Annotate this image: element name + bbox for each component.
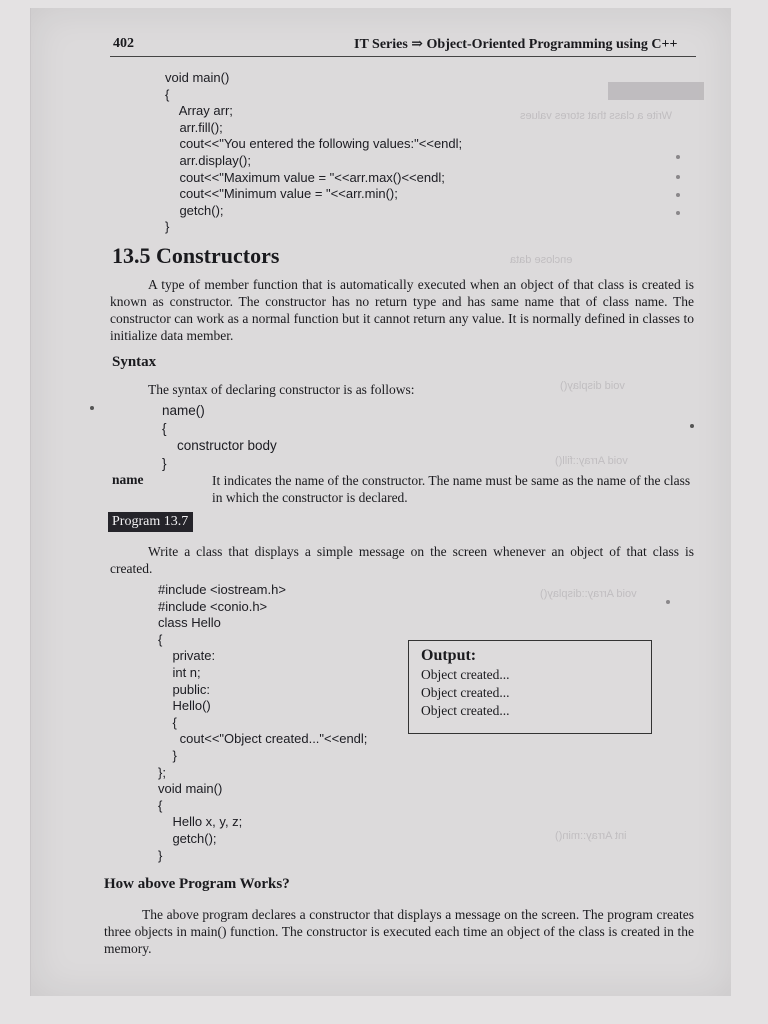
bleed-through-bullet bbox=[676, 193, 680, 197]
code-line: } bbox=[162, 455, 167, 471]
output-title: Output: bbox=[421, 647, 477, 664]
page-number: 402 bbox=[113, 36, 134, 51]
explanation-text: The above program declares a constructor that displays a message on the screen. The program creates three objects in main() function. The constructor is executed each time an object of the class is created in the memory. bbox=[104, 907, 694, 956]
code-line: constructor body bbox=[162, 438, 277, 453]
term-description: It indicates the name of the constructor. The name must be same as the name of the class in which the constructor is declared. bbox=[212, 473, 691, 505]
output-line: Object created... bbox=[421, 685, 510, 700]
code-line: getch(); bbox=[165, 202, 224, 218]
code-line: { bbox=[158, 631, 163, 647]
bleed-through-tag bbox=[608, 82, 704, 100]
page-mark bbox=[90, 406, 94, 410]
code-line: cout<<"Minimum value = "<<arr.min(); bbox=[165, 186, 398, 202]
code-line: Array arr; bbox=[165, 103, 233, 119]
code-line: int n; bbox=[158, 664, 201, 680]
code-line: Hello x, y, z; bbox=[158, 814, 243, 830]
code-line: class Hello bbox=[158, 615, 221, 631]
code-block-main bbox=[165, 70, 462, 236]
running-head: IT Series ⇒ Object-Oriented Programming using C++ bbox=[354, 37, 678, 52]
bleed-through-text: void display() bbox=[560, 380, 625, 392]
code-line: cout<<"Maximum value = "<<arr.max()<<endl; bbox=[165, 169, 445, 185]
output-box bbox=[408, 640, 652, 734]
code-line: { bbox=[158, 797, 163, 813]
code-line: } bbox=[165, 219, 170, 235]
code-line: name() bbox=[162, 403, 205, 418]
header-rule bbox=[110, 56, 696, 57]
code-line: cout<<"You entered the following values:"<<endl; bbox=[165, 136, 463, 152]
code-line: #include <conio.h> bbox=[158, 598, 268, 614]
program-label: Program 13.7 bbox=[108, 512, 193, 532]
section-title: 13.5 Constructors bbox=[112, 243, 280, 268]
code-line: { bbox=[165, 86, 170, 102]
code-line: { bbox=[162, 420, 167, 436]
code-line: }; bbox=[158, 764, 166, 780]
code-block-program bbox=[158, 582, 367, 864]
bleed-through-text: void Array::display() bbox=[540, 588, 637, 600]
code-line: public: bbox=[158, 681, 211, 697]
output-line: Object created... bbox=[421, 667, 510, 682]
code-line: } bbox=[158, 747, 177, 763]
code-line: void main() bbox=[158, 781, 223, 797]
bleed-through-text: void Array::fill() bbox=[555, 455, 628, 467]
bleed-through-bullet bbox=[676, 175, 680, 179]
output-line: Object created... bbox=[421, 703, 510, 718]
code-line: arr.fill(); bbox=[165, 119, 223, 135]
bleed-through-bullet bbox=[666, 600, 670, 604]
code-block-syntax bbox=[162, 402, 277, 472]
syntax-heading: Syntax bbox=[112, 354, 157, 370]
code-line: void main() bbox=[165, 70, 230, 85]
code-line: arr.display(); bbox=[165, 152, 251, 168]
bleed-through-bullet bbox=[676, 211, 680, 215]
program-task: Write a class that displays a simple message on the screen whenever an object of that class is created. bbox=[110, 544, 694, 576]
code-line: } bbox=[158, 847, 163, 863]
code-line: #include <iostream.h> bbox=[158, 582, 286, 597]
term-name: name bbox=[112, 472, 144, 487]
code-line: cout<<"Object created..."<<endl; bbox=[158, 731, 368, 747]
bleed-through-text: enclose data bbox=[510, 254, 573, 266]
code-line: private: bbox=[158, 648, 216, 664]
bleed-through-bullet bbox=[676, 155, 680, 159]
code-line: getch(); bbox=[158, 830, 217, 846]
explanation-heading: How above Program Works? bbox=[104, 876, 290, 892]
code-line: Hello() bbox=[158, 698, 211, 714]
section-intro: A type of member function that is automatically executed when an object of that class is created is known as constructor. The constructor has no return type and has same name that of class name. The constructor can work as a normal function but it cannot return any value. It is normally defined in classes to initialize data member. bbox=[110, 277, 694, 343]
page-mark bbox=[690, 424, 694, 428]
code-line: { bbox=[158, 714, 177, 730]
bleed-through-text: Write a class that stores values bbox=[520, 110, 673, 122]
syntax-text: The syntax of declaring constructor is as follows: bbox=[148, 382, 415, 397]
bleed-through-text: int Array::min() bbox=[555, 830, 627, 842]
